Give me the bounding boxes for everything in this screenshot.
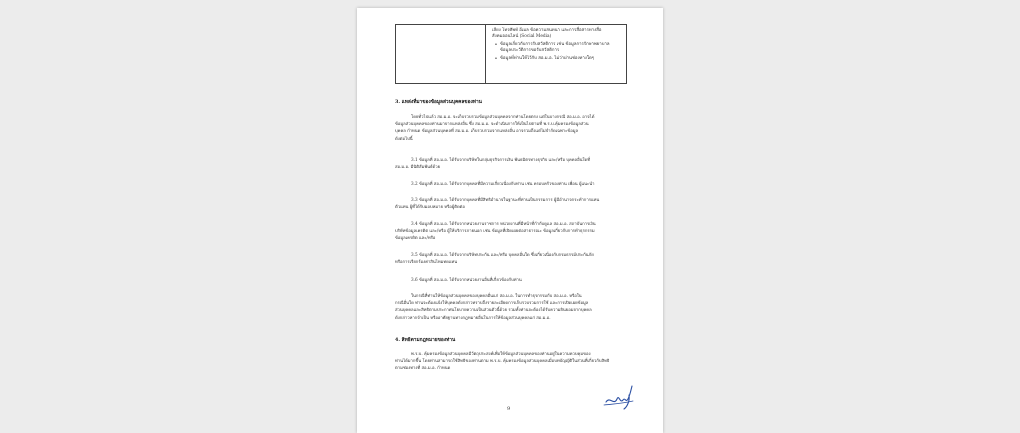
data-table bbox=[395, 24, 627, 84]
paragraph-line: ส่วนบุคคลและสิทธิตามประกาศนโยบายความเป็นส่วนตัวนี้ด้วย รวมทั้งท่านจะต้องได้รับความยินยอมจากบุคคล bbox=[395, 307, 592, 313]
section-4-heading: 4. สิทธิตามกฎหมายของท่าน bbox=[395, 337, 456, 343]
paragraph-line: 3.5 ข้อมูลที่ สอ.ม.อ. ได้รับจากบริษัทประกัน และ/หรือ บุคคลอื่นใด ซึ่งเกี่ยวเนื่องกับกรมธรรม์ประกันภัย bbox=[411, 252, 594, 257]
list-item-3-3 bbox=[395, 196, 627, 210]
page-number: 9 bbox=[507, 406, 511, 412]
paragraph-line: ข้อมูลส่วนบุคคลของท่านมาจากแหล่งอื่น ซึ่ง สอ.ม.อ. จะดำเนินการให้เป็นไปตามที่ พ.ร.บ.คุ้มครองข้อมูลส่วน bbox=[395, 121, 589, 127]
paragraph-line: ตัวแทน ผู้ที่ได้รับมอบหมาย หรือผู้ติดต่อ bbox=[395, 204, 465, 210]
table-cell-line: สังคมออนไลน์ (Social Media) bbox=[492, 34, 552, 40]
paragraph-line: หรือการเรียกร้องค่าสินไหมทดแทน bbox=[395, 259, 458, 265]
document-page bbox=[357, 8, 663, 433]
list-item bbox=[492, 56, 622, 62]
paragraph-line: 3.2 ข้อมูลที่ สอ.ม.อ. ได้รับจากบุคคลที่มีความเกี่ยวเนื่องกับท่าน เช่น ครอบครัวของท่าน เพื่อน ผู้แนะนำ bbox=[411, 181, 595, 186]
section-3-heading: 3. แหล่งที่มาของข้อมูลส่วนบุคคลของท่าน bbox=[395, 99, 482, 105]
paragraph-line: สอ.ม.อ. มีนิติสัมพันธ์ด้วย bbox=[395, 164, 441, 170]
list-item-3-5 bbox=[395, 251, 627, 265]
bullet-icon: • bbox=[494, 41, 498, 48]
list-item-line: ข้อมูลเกี่ยวกับการรับสวัสดิการ เช่น ข้อมูลการรักษาพยาบาล bbox=[500, 41, 610, 47]
paragraph-line: ดังต่อไปนี้ bbox=[395, 135, 413, 141]
paragraph-line: ในกรณีที่ท่านให้ข้อมูลส่วนบุคคลของบุคคลอื่นแก่ สอ.ม.อ. ในการทำธุรกรรมกับ สอ.ม.อ. หรือใน bbox=[411, 293, 582, 298]
list-item-3-1 bbox=[395, 156, 627, 170]
table-cell-line: เสียง โทรศัพท์ อีเมล ข้อความสนทนา และการสื่อสารทางสื่อ bbox=[492, 28, 602, 33]
table-column-divider bbox=[485, 25, 486, 83]
list-item-line: ข้อมูลที่ท่านให้ไว้กับ สอ.ม.อ. ไม่ว่าผ่านช่องทางใดๆ bbox=[500, 55, 595, 61]
paragraph-line: 3.1 ข้อมูลที่ สอ.ม.อ. ได้รับจากบริษัทในกลุ่มธุรกิจการเงิน พันธมิตรทางธุรกิจ และ/หรือ บุคคลอื่นใดที่ bbox=[411, 157, 591, 162]
list-item-3-4 bbox=[395, 220, 627, 242]
signature-icon bbox=[602, 382, 636, 412]
paragraph-line: บุคคล กำหนด ข้อมูลส่วนบุคคลที่ สอ.ม.อ. เก็บรวบรวมจากแหล่งอื่น อาจรวมถึงแต่ไม่จำกัดเฉพาะข้อมูล bbox=[395, 128, 579, 134]
paragraph-line: 3.6 ข้อมูลที่ สอ.ม.อ. ได้รับจากหน่วยงานอื่นที่เกี่ยวข้องกับท่าน bbox=[411, 277, 522, 282]
list-item bbox=[492, 42, 622, 55]
paragraph-line: บริษัทข้อมูลเครดิต และ/หรือ ผู้ให้บริการภายนอก เช่น ข้อมูลที่เปิดเผยต่อสาธารณะ ข้อมูลเกี่ยวกับการทำธุรกรรม bbox=[395, 228, 595, 234]
intro-paragraph bbox=[395, 113, 627, 142]
paragraph-line: ตามช่องทางที่ สอ.ม.อ. กำหนด bbox=[395, 365, 451, 371]
paragraph-line: กรณีอื่นใด ท่านจะต้องแจ้งให้บุคคลดังกล่าวทราบถึงรายละเอียดการเก็บรวบรวมการใช้ และการเปิดเผยข้อมูล bbox=[395, 300, 589, 306]
section-4-paragraph bbox=[395, 350, 627, 372]
paragraph-line: ดังกล่าวหากจำเป็น หรืออาศัยฐานทางกฎหมายอื่นในการให้ข้อมูลส่วนบุคคลแก่ สอ.ม.อ. bbox=[395, 314, 551, 320]
paragraph-line: พ.ร.บ. คุ้มครองข้อมูลส่วนบุคคลมีวัตถุประสงค์เพื่อให้ข้อมูลส่วนบุคคลของท่านอยู่ในความควบคุมของ bbox=[411, 351, 591, 356]
paragraph-line: ข้อมูลเครดิต และ/หรือ bbox=[395, 235, 436, 241]
list-item-3-2 bbox=[395, 180, 627, 187]
closing-paragraph bbox=[395, 292, 627, 321]
paragraph-line: 3.4 ข้อมูลที่ สอ.ม.อ. ได้รับจากหน่วยงานราชการ หน่วยงานที่มีหน้าที่กำกับดูแล สอ.ม.อ. สถาบันการเงิน bbox=[411, 221, 596, 226]
paragraph-line: 3.3 ข้อมูลที่ สอ.ม.อ. ได้รับจากบุคคลที่มีสิทธิอำนาจในฐานะที่ท่านเป็นกรรมการ ผู้มีอำนาจกระทำการแทน bbox=[411, 197, 600, 202]
paragraph-line: ท่านได้มากขึ้น โดยท่านสามารถใช้สิทธิของท่านตาม พ.ร.บ. คุ้มครองข้อมูลส่วนบุคคลเมื่อบทบัญญัติในส่วนที่เกี่ยวกับสิทธิ bbox=[395, 358, 610, 364]
list-item-3-6 bbox=[395, 276, 627, 283]
bullet-icon: • bbox=[494, 55, 498, 62]
list-item-line: ข้อมูลประวัติการขอรับสวัสดิการ bbox=[500, 48, 560, 54]
paragraph-line: โดยทั่วไปแล้ว สอ.ม.อ. จะเก็บรวบรวมข้อมูลส่วนบุคคลจากท่านโดยตรง แต่ในบางกรณี สอ.ม.อ. อาจได้ bbox=[411, 114, 595, 119]
table-cell bbox=[492, 28, 622, 62]
